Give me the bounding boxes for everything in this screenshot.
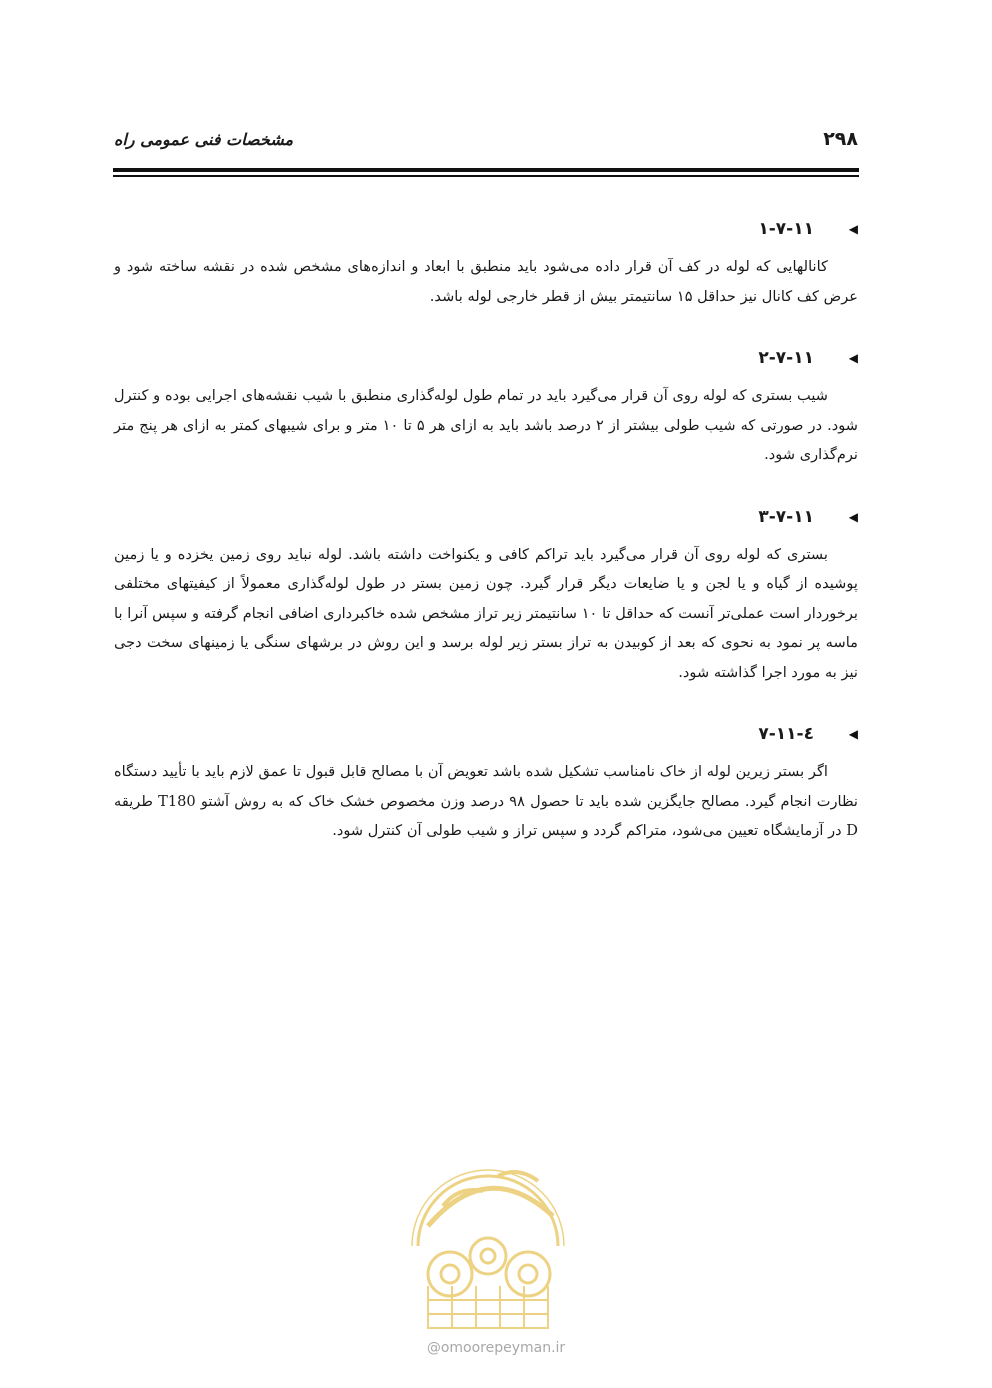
watermark-logo — [388, 1136, 588, 1336]
section-2 — [114, 339, 858, 470]
header-rule-thick — [113, 168, 859, 172]
section-1 — [114, 210, 858, 311]
page-header — [114, 128, 858, 158]
section-heading — [114, 498, 858, 536]
bullet-icon: ◀ — [848, 509, 858, 524]
bullet-icon: ◀ — [848, 727, 858, 741]
section-number: ۲-۷-۱۱ — [758, 348, 814, 368]
bullet-icon: ◀ — [848, 351, 858, 365]
header-rule-thin — [113, 175, 859, 177]
watermark-site: @omoorepeyman.ir — [426, 1340, 566, 1356]
section-number: ۳-۷-۱۱ — [758, 506, 814, 527]
section-number: ٤-۷-۱۱ — [758, 724, 814, 744]
section-number: ۱-۷-۱۱ — [758, 219, 814, 239]
section-4 — [114, 715, 858, 846]
section-heading — [114, 339, 858, 377]
bullet-icon: ◀ — [848, 222, 858, 236]
section-paragraph: بستری که لوله روی آن قرار می‌گیرد باید تراکم کافی و یکنواخت داشته باشد. لوله نباید روی زمین یخزده و یا زمین پوشیده از گیاه و یا لجن و یا ضایعات دیگر قرار گیرد. چون زمین بستر در طول لوله‌گذاری معمولاً از کیفیتهای مختلفی برخوردار است عملی‌تر آنست که حداقل تا ۱۰ سانتیمتر زیر تراز مشخص شده خاکبرداری اضافی انجام گرفته و سپس آنرا با ماسه پر نمود به نحوی که بعد از کوبیدن به تراز بستر زیر لوله برسد و این روش در برشهای سنگی یا زمینهای سخت دجی نیز به مورد اجرا گذاشته شود. — [114, 545, 858, 681]
page-content — [114, 210, 858, 874]
logo-emblem-icon — [388, 1136, 588, 1336]
section-paragraph: اگر بستر زیرین لوله از خاک نامناسب تشکیل شده باشد تعویض آن با مصالح قابل قبول تا عمق لازم باید با تأیید دستگاه نظارت انجام گیرد. مصالح جایگزین شده باید تا حصول ۹۸ درصد وزن مخصوص خشک خاک که به روش آشتو T180 طریقه D در آزمایشگاه تعیین می‌شود، متراکم گردد و سپس تراز و شیب طولی آن کنترل شود. — [114, 763, 858, 839]
section-3 — [114, 498, 858, 688]
book-title: مشخصات فنی عمومی راه — [114, 130, 294, 149]
page-number: ۲۹۸ — [823, 128, 858, 150]
section-paragraph: شیب بستری که لوله روی آن قرار می‌گیرد باید در تمام طول لوله‌گذاری منطبق با شیب نقشه‌های اجرایی بوده و کنترل شود. در صورتی که شیب طولی بیشتر از ۲ درصد باشد باید به ازای هر ۵ تا ۱۰ متر و برای شیبهای کمتر به ازای هر پنج متر نرم‌گذاری شود. — [114, 387, 858, 463]
section-heading — [114, 715, 858, 753]
section-heading — [114, 210, 858, 248]
section-paragraph: کانالهایی که لوله در کف آن قرار داده می‌شود باید منطبق با ابعاد و اندازه‌های مشخص شده در نقشه ساخته شود و عرض کف کانال نیز حداقل ۱۵ سانتیمتر بیش از قطر خارجی لوله باشد. — [114, 258, 858, 305]
